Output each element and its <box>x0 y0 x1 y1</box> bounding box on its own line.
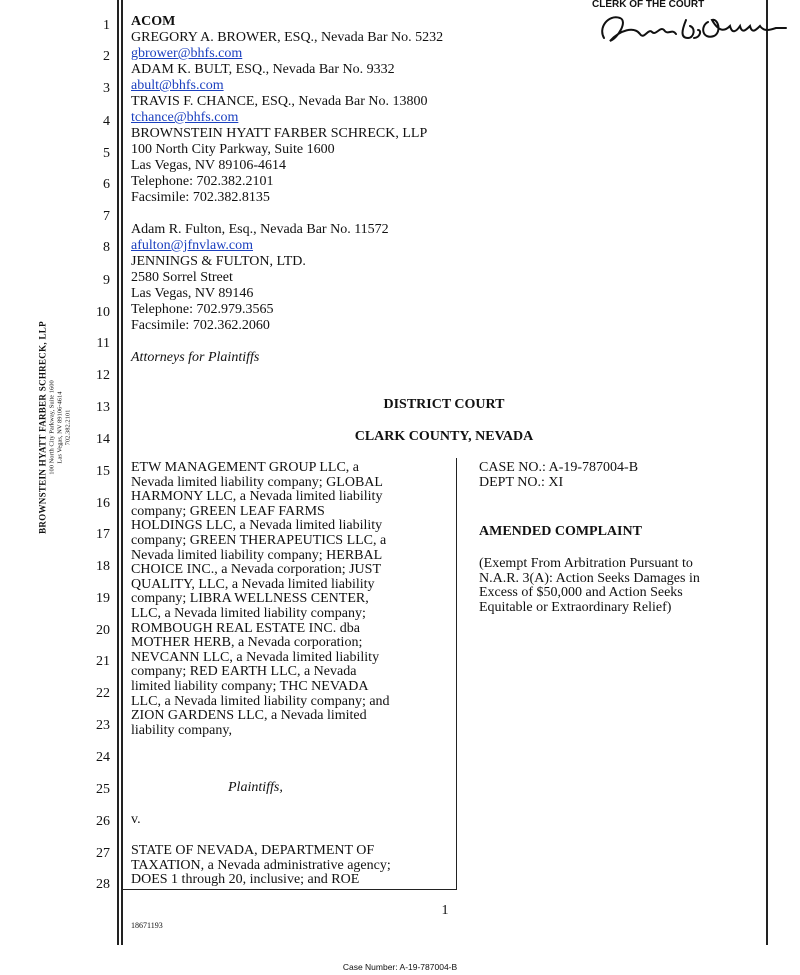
line-number: 22 <box>96 686 110 701</box>
attorneys-for: Attorneys for Plaintiffs <box>131 350 260 365</box>
document-title: AMENDED COMPLAINT <box>479 524 642 539</box>
attorney-3-email[interactable]: tchance@bhfs.com <box>131 110 239 125</box>
exempt-line: N.A.R. 3(A): Action Seeks Damages in <box>479 570 700 586</box>
line-number: 18 <box>96 559 110 574</box>
defendant-line: DOES 1 through 20, inclusive; and ROE <box>131 872 360 888</box>
firm-1-facsimile: Facsimile: 702.382.8135 <box>131 190 270 205</box>
caption-divider-horizontal <box>122 889 457 890</box>
line-number: 28 <box>96 877 110 892</box>
attorney-4-email[interactable]: afulton@jfnvlaw.com <box>131 238 254 253</box>
line-number: 9 <box>103 273 110 288</box>
plaintiff-line: MOTHER HERB, a Nevada corporation; <box>131 635 363 651</box>
left-margin-rule-inner <box>121 0 123 945</box>
court-name: DISTRICT COURT <box>383 397 505 412</box>
plaintiff-line: HARMONY LLC, a Nevada limited liability <box>131 489 383 505</box>
right-margin-rule <box>766 0 768 945</box>
plaintiff-line: QUALITY, LLC, a Nevada limited liability <box>131 576 375 592</box>
case-number: CASE NO.: A-19-787004-B <box>479 460 639 475</box>
attorney-3: TRAVIS F. CHANCE, ESQ., Nevada Bar No. 13800 <box>131 94 428 109</box>
document-id: 18671193 <box>131 921 163 930</box>
line-number: 11 <box>96 336 110 351</box>
plaintiff-line: company; GREEN LEAF FARMS <box>131 503 325 519</box>
firm-2-address-2: Las Vegas, NV 89146 <box>131 286 254 301</box>
line-number: 5 <box>103 146 110 161</box>
exempt-line: Equitable or Extraordinary Relief) <box>479 599 672 615</box>
line-number: 4 <box>103 114 110 129</box>
plaintiff-line: liability company, <box>131 722 232 738</box>
line-number: 7 <box>103 209 110 224</box>
line-number: 13 <box>96 400 110 415</box>
firm-1-telephone: Telephone: 702.382.2101 <box>131 174 274 189</box>
plaintiff-line: Nevada limited liability company; HERBAL <box>131 547 383 563</box>
page-number: 1 <box>441 903 449 918</box>
plaintiff-line: ETW MANAGEMENT GROUP LLC, a <box>131 460 360 475</box>
defendant-line: TAXATION, a Nevada administrative agency; <box>131 857 391 873</box>
line-number: 3 <box>103 81 110 96</box>
side-firm-name: BROWNSTEIN HYATT FARBER SCHRECK, LLP <box>37 321 48 534</box>
firm-2-telephone: Telephone: 702.979.3565 <box>131 302 274 317</box>
attorney-4: Adam R. Fulton, Esq., Nevada Bar No. 11572 <box>131 222 389 237</box>
dept-number: DEPT NO.: XI <box>479 474 564 490</box>
line-number: 16 <box>96 496 110 511</box>
clerk-signature <box>590 8 790 50</box>
plaintiff-line: ROMBOUGH REAL ESTATE INC. dba <box>131 620 360 636</box>
plaintiffs-label: Plaintiffs, <box>228 780 283 795</box>
firm-2-address-1: 2580 Sorrel Street <box>131 270 233 285</box>
line-number: 1 <box>103 18 110 33</box>
line-number: 27 <box>96 846 110 861</box>
line-number: 24 <box>96 750 110 765</box>
plaintiff-line: company; RED EARTH LLC, a Nevada <box>131 664 357 680</box>
side-firm-phone: 702.382.2101 <box>64 409 72 446</box>
attorney-2-email[interactable]: abult@bhfs.com <box>131 78 224 93</box>
plaintiff-line: limited liability company; THC NEVADA <box>131 679 369 694</box>
firm-1-address-1: 100 North City Parkway, Suite 1600 <box>131 142 335 157</box>
line-number: 19 <box>96 591 110 606</box>
side-firm-address-1: 100 North City Parkway, Suite 1600 <box>48 380 56 475</box>
attorney-2: ADAM K. BULT, ESQ., Nevada Bar No. 9332 <box>131 62 395 77</box>
line-number: 26 <box>96 814 110 829</box>
line-number: 6 <box>103 177 110 192</box>
line-number: 17 <box>96 527 110 542</box>
firm-2-facsimile: Facsimile: 702.362.2060 <box>131 318 270 333</box>
line-number: 15 <box>96 464 110 479</box>
attorney-1: GREGORY A. BROWER, ESQ., Nevada Bar No. 5232 <box>131 30 444 45</box>
line-number: 12 <box>96 368 110 383</box>
side-firm-address-2: Las Vegas, NV 89106-4614 <box>56 391 64 464</box>
line-number: 10 <box>96 305 110 320</box>
line-number: 21 <box>96 654 110 669</box>
caption-divider-vertical <box>456 458 457 890</box>
versus: v. <box>131 812 141 827</box>
defendant-line: STATE OF NEVADA, DEPARTMENT OF <box>131 843 375 858</box>
firm-2-name: JENNINGS & FULTON, LTD. <box>131 254 306 269</box>
plaintiff-line: Nevada limited liability company; GLOBAL <box>131 474 383 490</box>
attorney-1-email[interactable]: gbrower@bhfs.com <box>131 46 243 61</box>
court-county: CLARK COUNTY, NEVADA <box>354 429 534 444</box>
plaintiff-line: LLC, a Nevada limited liability company; and <box>131 693 390 709</box>
clerk-stamp: CLERK OF THE COURT <box>592 0 705 10</box>
plaintiff-line: CHOICE INC., a Nevada corporation; JUST <box>131 562 382 578</box>
case-number-footer: Case Number: A-19-787004-B <box>342 962 458 972</box>
line-number: 20 <box>96 623 110 638</box>
firm-1-address-2: Las Vegas, NV 89106-4614 <box>131 158 287 173</box>
line-number: 14 <box>96 432 110 447</box>
doc-code: ACOM <box>131 14 176 29</box>
line-number: 25 <box>96 782 110 797</box>
exempt-line: (Exempt From Arbitration Pursuant to <box>479 556 693 571</box>
plaintiff-line: HOLDINGS LLC, a Nevada limited liability <box>131 518 383 534</box>
firm-1-name: BROWNSTEIN HYATT FARBER SCHRECK, LLP <box>131 126 428 141</box>
exempt-line: Excess of $50,000 and Action Seeks <box>479 585 683 601</box>
line-number: 23 <box>96 718 110 733</box>
line-number: 2 <box>103 49 110 64</box>
left-margin-rule <box>117 0 119 945</box>
plaintiff-line: NEVCANN LLC, a Nevada limited liability <box>131 649 380 665</box>
side-firm-stamp <box>38 278 73 578</box>
plaintiff-line: LLC, a Nevada limited liability company; <box>131 606 366 621</box>
plaintiff-line: company; LIBRA WELLNESS CENTER, <box>131 591 369 607</box>
plaintiff-line: ZION GARDENS LLC, a Nevada limited <box>131 708 367 724</box>
plaintiff-line: company; GREEN THERAPEUTICS LLC, a <box>131 533 387 548</box>
line-number: 8 <box>103 240 110 255</box>
